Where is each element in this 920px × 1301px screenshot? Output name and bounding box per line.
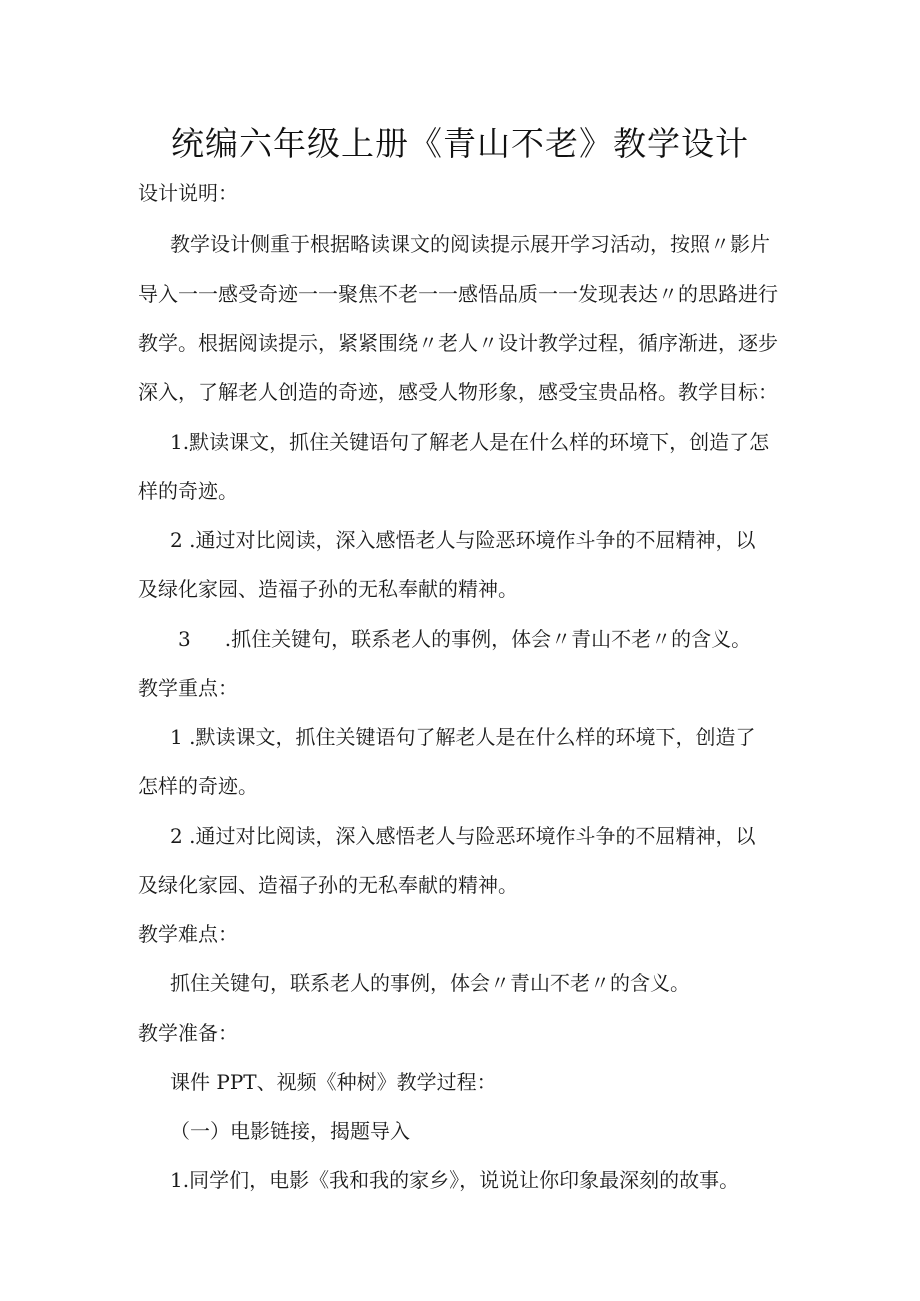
intro-paragraph-line: 教学。根据阅读提示，紧紧围绕〃老人〃设计教学过程，循序渐进，逐步 (138, 331, 778, 355)
process-heading: （一）电影链接，揭题导入 (170, 1119, 410, 1143)
difficulty-text: 抓住关键句，联系老人的事例，体会〃青山不老〃的含义。 (170, 971, 690, 995)
intro-paragraph-line: 导入一一感受奇迹一一聚焦不老一一感悟品质一一发现表达〃的思路进行 (138, 282, 778, 306)
intro-paragraph-line: 深入，了解老人创造的奇迹，感受人物形象，感受宝贵品格。教学目标： (138, 380, 778, 404)
key-point-item-2: 2 .通过对比阅读，深入感悟老人与险恶环境作斗争的不屈精神，以 (170, 824, 756, 848)
goal-item-1: 1.默读课文，抓住关键语句了解老人是在什么样的环境下，创造了怎 (170, 430, 770, 454)
intro-paragraph-line: 教学设计侧重于根据略读课文的阅读提示展开学习活动，按照〃影片 (170, 232, 770, 256)
key-point-item-2-continued: 及绿化家园、造福子孙的无私奉献的精神。 (138, 873, 518, 897)
key-point-item-1-continued: 怎样的奇迹。 (138, 774, 258, 798)
section-heading-key-points: 教学重点： (138, 676, 238, 700)
process-item-1: 1.同学们，电影《我和我的家乡》，说说让你印象最深刻的故事。 (170, 1168, 740, 1192)
section-heading-difficulty: 教学难点： (138, 922, 238, 946)
goal-item-2-continued: 及绿化家园、造福子孙的无私奉献的精神。 (138, 577, 518, 601)
preparation-text: 课件 PPT、视频《种树》教学过程： (170, 1070, 497, 1094)
goal-item-2: 2 .通过对比阅读，深入感悟老人与险恶环境作斗争的不屈精神，以 (170, 528, 756, 552)
section-heading-design-note: 设计说明： (138, 181, 238, 205)
goal-item-3-text: .抓住关键句，联系老人的事例，体会〃青山不老〃的含义。 (224, 627, 752, 651)
goal-item-3-number: 3 (178, 627, 191, 651)
document-title: 统编六年级上册《青山不老》教学设计 (171, 124, 749, 163)
section-heading-preparation: 教学准备： (138, 1021, 238, 1045)
goal-item-3 (178, 626, 751, 652)
goal-item-1-continued: 样的奇迹。 (138, 479, 238, 503)
key-point-item-1: 1 .默读课文，抓住关键语句了解老人是在什么样的环境下，创造了 (170, 725, 756, 749)
